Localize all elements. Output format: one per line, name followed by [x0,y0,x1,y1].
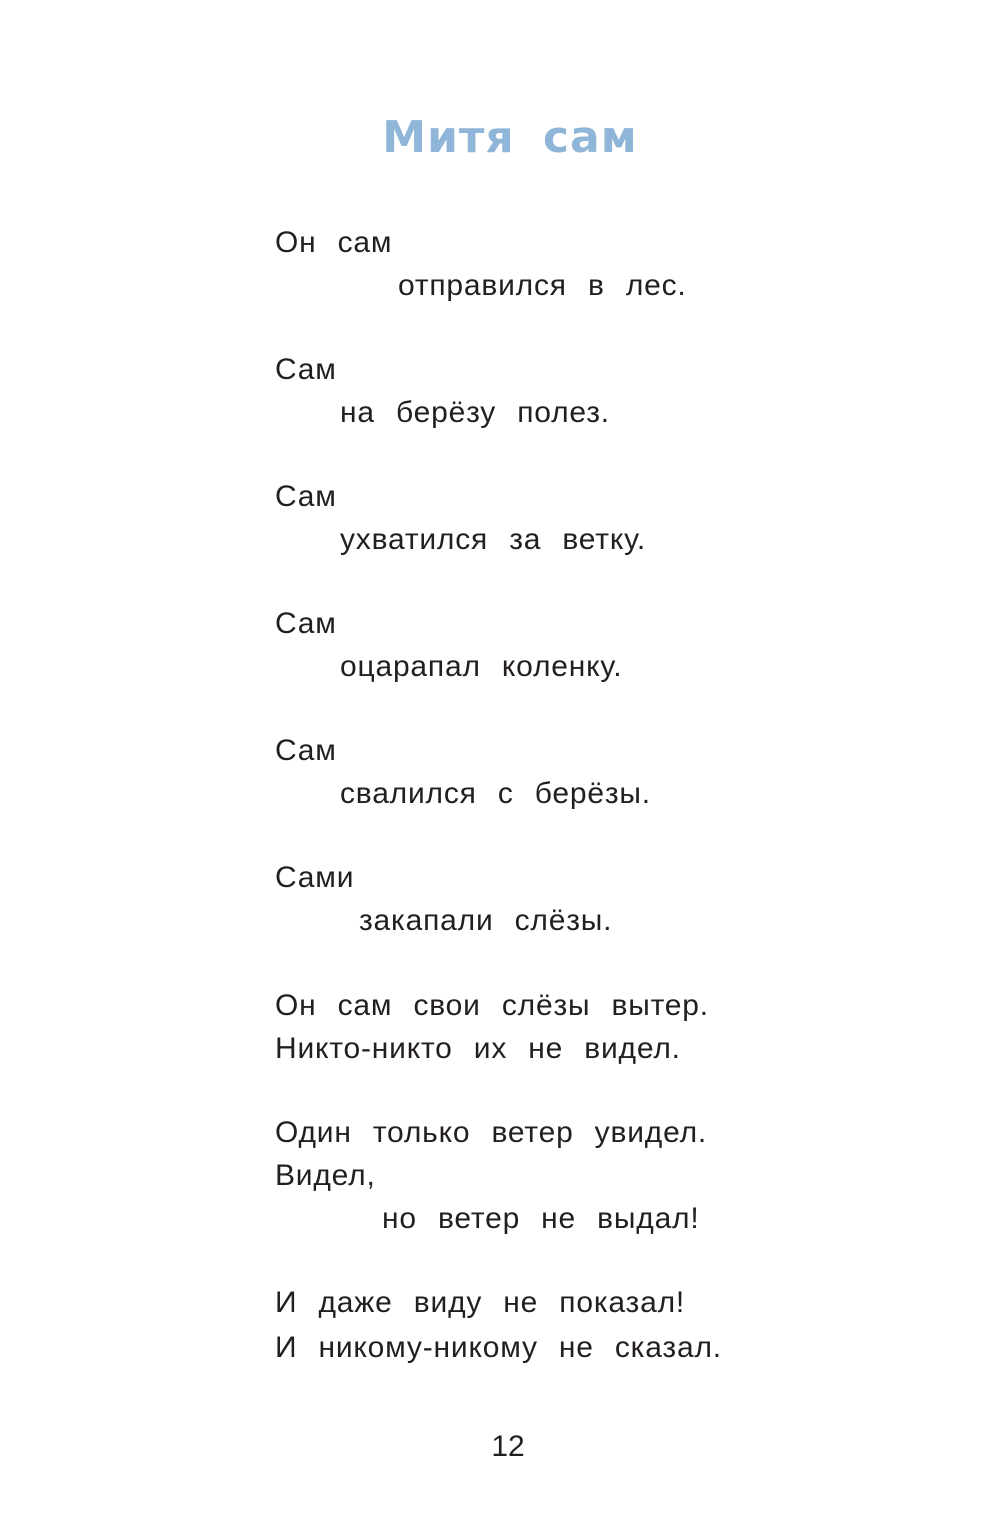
poem-line: отправился в лес. [398,269,687,302]
poem-line: Сам [275,480,337,513]
poem-line: Сам [275,353,337,386]
page-number: 12 [491,1430,525,1463]
poem-line: Сам [275,607,337,640]
poem-line: свалился с берёзы. [340,777,651,810]
poem-line: на берёзу полез. [340,396,610,429]
poem-line: И даже виду не показал! [275,1286,686,1319]
poem-line: оцарапал коленку. [340,650,623,683]
poem-line: но ветер не выдал! [382,1202,700,1235]
poem-line: Сами [275,861,355,894]
poem-line: Сам [275,734,337,767]
poem-line: закапали слёзы. [359,904,613,937]
poem-line: Он сам [275,226,393,259]
page-title: Митя сам [382,112,638,163]
poem-line: Он сам свои слёзы вытер. [275,989,709,1022]
poem-line: Никто-никто их не видел. [275,1032,681,1065]
poem-line: И никому-никому не сказал. [275,1331,722,1364]
poem-line: Один только ветер увидел. [275,1116,708,1149]
poem-line: ухватился за ветку. [340,523,647,556]
poem-line: Видел, [275,1159,376,1192]
